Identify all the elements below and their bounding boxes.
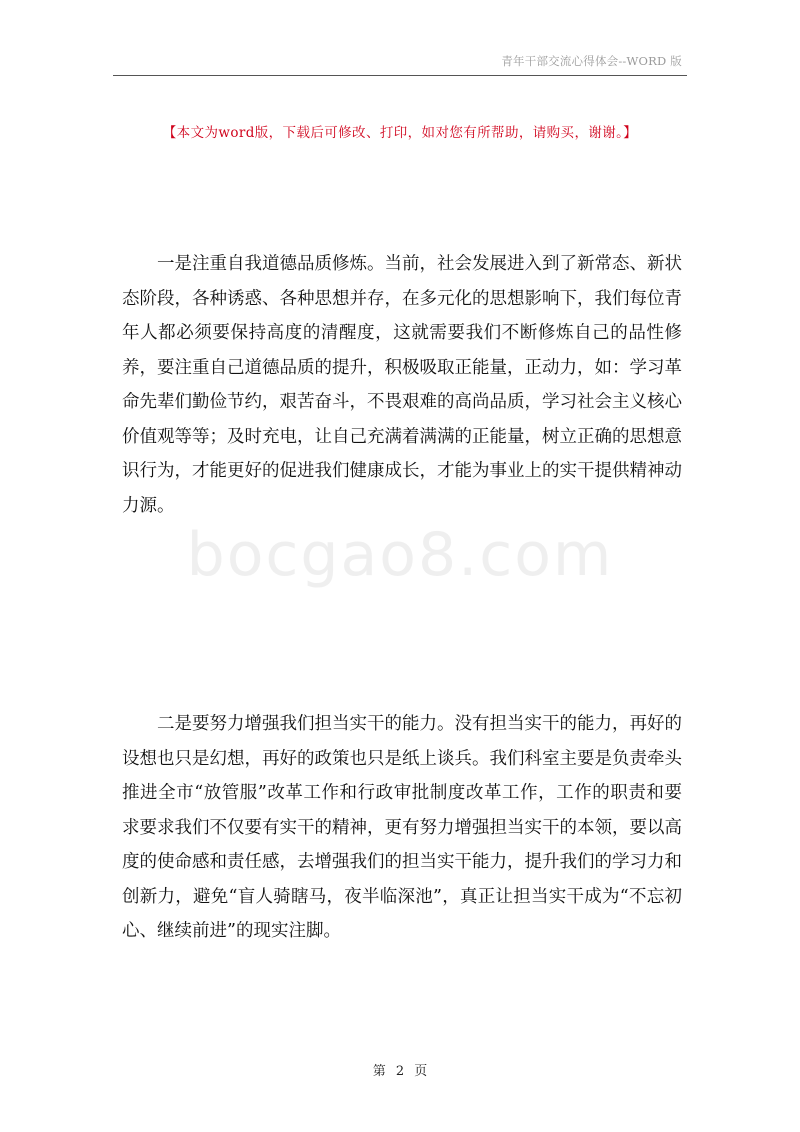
page-footer [0,1060,800,1079]
watermark: bocgao8.com [186,520,614,590]
page-number: 2 [395,1064,405,1079]
paragraph-2: 二是要努力增强我们担当实干的能力。没有担当实干的能力，再好的设想也只是幻想，再好的政策也只是纸上谈兵。我们科室主要是负责牵头推进全市“放管服”改革工作和行政审批制度改革工作，工作的职责和要求要求我们不仅要有实干的精神，更有努力增强担当实干的本领，要以高度的使命感和责任感，去增强我们的担当实干能力，提升我们的学习力和创新力，避免“盲人骑瞎马，夜半临深池”，真正让担当实干成为“不忘初心、继续前进”的现实注脚。 [122,714,682,941]
paragraph-1: 一是注重自我道德品质修炼。当前，社会发展进入到了新常态、新状态阶段，各种诱惑、各种思想并存，在多元化的思想影响下，我们每位青年人都必须要保持高度的清醒度，这就需要我们不断修炼自己的品性修养，要注重自己道德品质的提升，积极吸取正能量，正动力，如：学习革命先辈们勤俭节约，艰苦奋斗，不畏艰难的高尚品质，学习社会主义核心价值观等等；及时充电，让自己充满着满满的正能量，树立正确的思想意识行为，才能更好的促进我们健康成长，才能为事业上的实干提供精神动力源。 [122,254,682,516]
page-label-prefix: 第 [372,1064,386,1079]
header-divider [113,75,687,76]
page-label-suffix: 页 [414,1064,428,1079]
document-title-header: 青年干部交流心得体会--WORD 版 [501,54,682,68]
purchase-notice: 【本文为word版，下载后可修改、打印，如对您有所帮助，请购买，谢谢。】 [162,125,638,141]
